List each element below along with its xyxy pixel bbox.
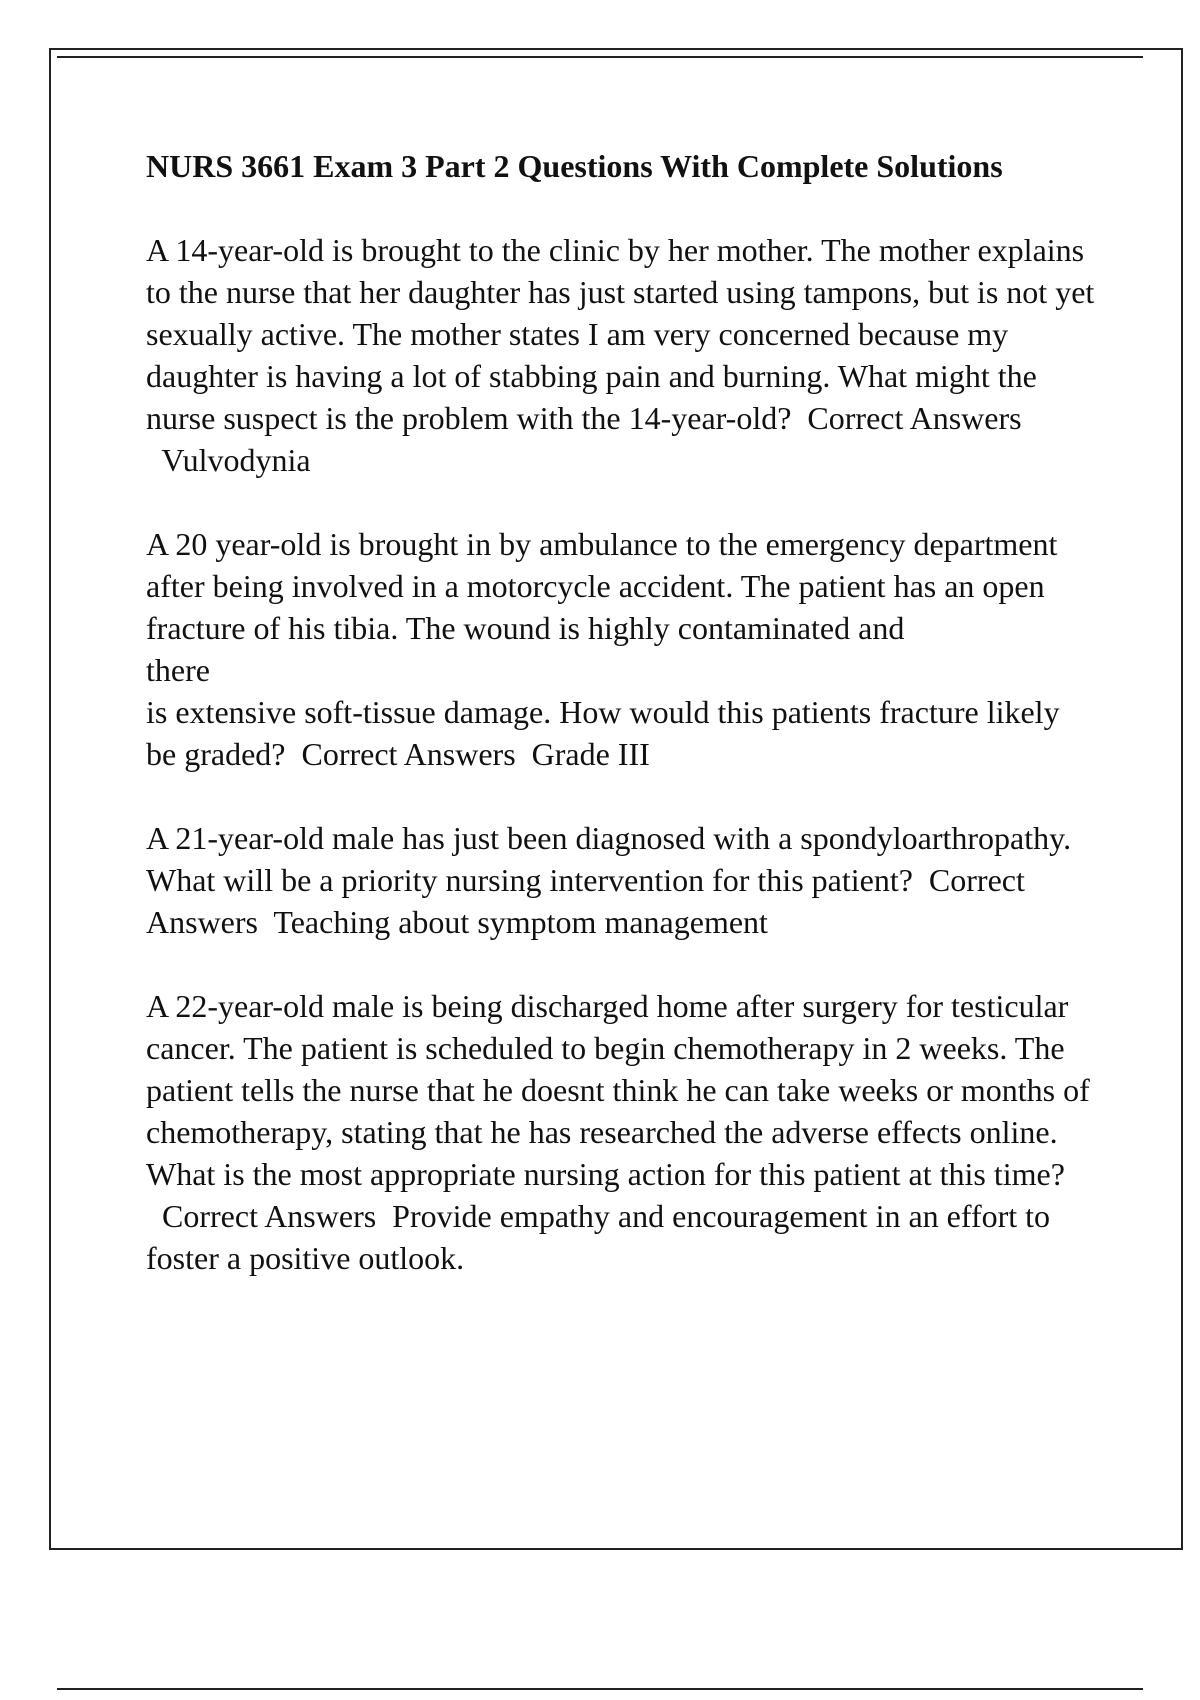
answer-text: Grade III xyxy=(531,736,650,772)
answer-label: Correct Answers xyxy=(301,736,516,772)
question-text: A 14-year-old is brought to the clinic by her mother. The mother explains to the nurse that her daughter has just started using tampons, but is not yet sexually active. The mother states I am very concerned because my daughter is having a lot of stabbing pain and burning. What might the nurse suspect is the problem with the 14-year-old? xyxy=(146,232,1095,436)
answer-label: Correct Answers xyxy=(162,1198,377,1234)
question-text: there xyxy=(146,652,210,688)
answer-text: Vulvodynia xyxy=(161,442,311,478)
bottom-rule xyxy=(57,1688,1143,1690)
answer-label: Correct Answers xyxy=(807,400,1022,436)
answer-label: Correct Answers xyxy=(146,862,1025,940)
question-item xyxy=(146,523,1096,775)
top-rule xyxy=(57,56,1143,58)
question-item xyxy=(146,817,1096,943)
document-title: NURS 3661 Exam 3 Part 2 Questions With Complete Solutions xyxy=(146,148,1003,184)
question-text: is extensive soft-tissue damage. How would this patients fracture likely be graded? xyxy=(146,694,1060,772)
question-text: A 22-year-old male is being discharged home after surgery for testicular cancer. The patient is scheduled to begin chemotherapy in 2 weeks. The patient tells the nurse that he doesnt think he can take weeks or months of chemotherapy, stating that he has researched the adverse effects online. What is the most appropriate nursing action for this patient at this time? xyxy=(146,988,1090,1192)
question-item xyxy=(146,985,1096,1279)
document-body xyxy=(146,145,1096,1321)
answer-text: Teaching about symptom management xyxy=(273,904,768,940)
question-text: A 20 year-old is brought in by ambulance to the emergency department after being involved in a motorcycle accident. The patient has an open fracture of his tibia. The wound is highly contaminated and xyxy=(146,526,1058,646)
question-text: A 21-year-old male has just been diagnosed with a spondyloarthropathy. What will be a priority nursing intervention for this patient? xyxy=(146,820,1072,898)
answer-text: Provide empathy and encouragement in an effort to foster a positive outlook. xyxy=(146,1198,1051,1276)
question-item xyxy=(146,229,1096,481)
